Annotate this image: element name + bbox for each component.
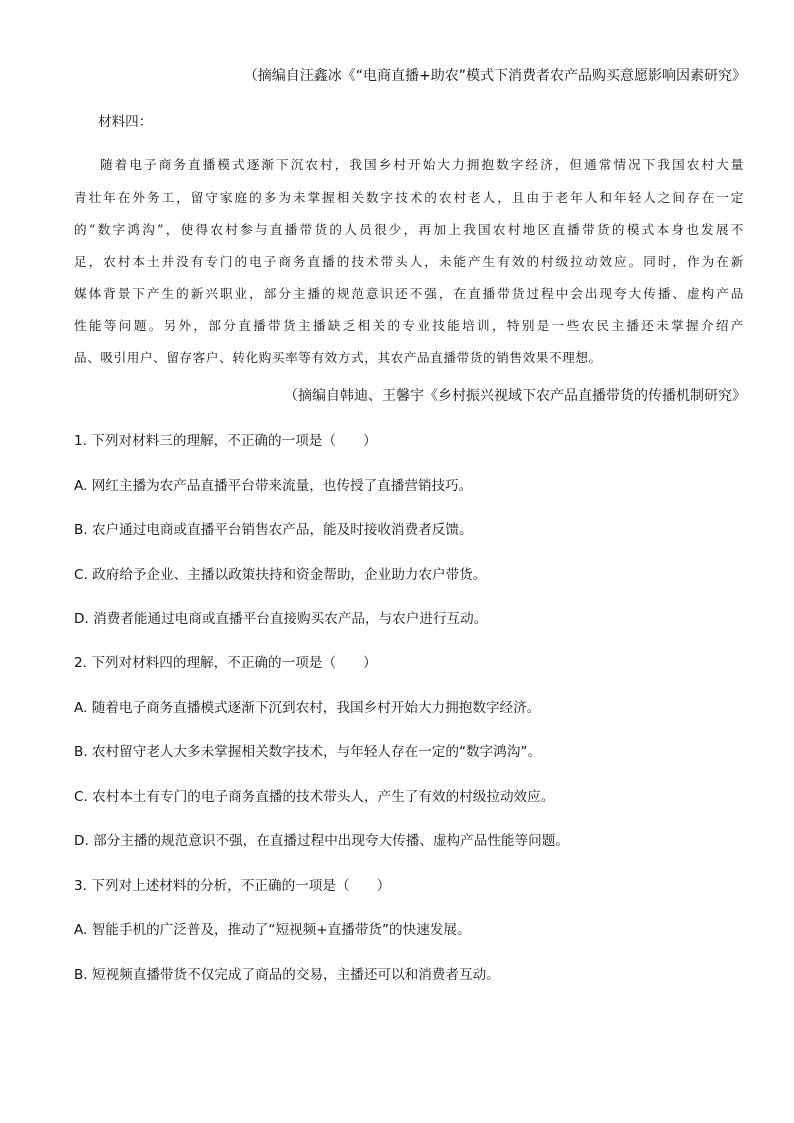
paragraph-line: 品、吸引用户、留存客户、转化购买率等有效方式，其农产品直播带货的销售效果不理想。	[74, 350, 602, 365]
option-a: A. 随着电子商务直播模式逐渐下沉到农村，我国乡村开始大力拥抱数字经济。	[74, 700, 541, 716]
question-stem: 3. 下列对上述材料的分析，不正确的一项是（ ）	[74, 878, 391, 894]
material-label: 材料四：	[98, 114, 153, 130]
paragraph-line: 随着电子商务直播模式逐渐下沉农村，我国乡村开始大力拥抱数字经济，但通常情况下我国农村大量	[100, 157, 744, 172]
option-d: D. 消费者能通过电商或直播平台直接购买农产品，与农户进行互动。	[74, 611, 488, 627]
source-citation-top: （摘编自汪鑫冰《“电商直播+助农”模式下消费者农产品购买意愿影响因素研究》	[243, 68, 746, 84]
paragraph-line: 媒体背景下产生的新兴职业，部分主播的规范意识还不强，在直播带货过程中会出现夸大传播、虚构产品	[74, 286, 744, 301]
paragraph-line: 青壮年在外务工，留守家庭的多为未掌握相关数字技术的农村老人，且由于老年人和年轻人之间存在一定	[74, 190, 744, 205]
paragraph-line: 的“数字鸿沟”，使得农村参与直播带货的人员很少，再加上我国农村地区直播带货的模式本身也发展不	[74, 222, 744, 237]
paragraph-line: 足，农村本土并没有专门的电子商务直播的技术带头人，未能产生有效的村级拉动效应。同时，作为在新	[74, 254, 744, 269]
option-c: C. 农村本土有专门的电子商务直播的技术带头人，产生了有效的村级拉动效应。	[74, 789, 555, 805]
option-b: B. 农村留守老人大多未掌握相关数字技术，与年轻人存在一定的“数字鸿沟”。	[74, 744, 542, 760]
source-citation-bottom: （摘编自韩迪、王馨宇《乡村振兴视域下农产品直播带货的传播机制研究》	[284, 388, 746, 404]
question-stem: 1. 下列对材料三的理解，不正确的一项是（ ）	[74, 433, 377, 449]
option-b: B. 农户通过电商或直播平台销售农产品，能及时接收消费者反馈。	[74, 522, 473, 538]
option-a: A. 网红主播为农产品直播平台带来流量，也传授了直播营销技巧。	[74, 478, 473, 494]
option-b: B. 短视频直播带货不仅完成了商品的交易，主播还可以和消费者互动。	[74, 967, 500, 983]
question-stem: 2. 下列对材料四的理解，不正确的一项是（ ）	[74, 655, 377, 671]
option-a: A. 智能手机的广泛普及，推动了“短视频+直播带货”的快速发展。	[74, 922, 471, 938]
option-d: D. 部分主播的规范意识不强，在直播过程中出现夸大传播、虚构产品性能等问题。	[74, 833, 569, 849]
option-c: C. 政府给予企业、主播以政策扶持和资金帮助，企业助力农户带货。	[74, 567, 487, 583]
paragraph-line: 性能等问题。另外，部分直播带货主播缺乏相关的专业技能培训，特别是一些农民主播还未掌握介绍产	[74, 318, 744, 333]
